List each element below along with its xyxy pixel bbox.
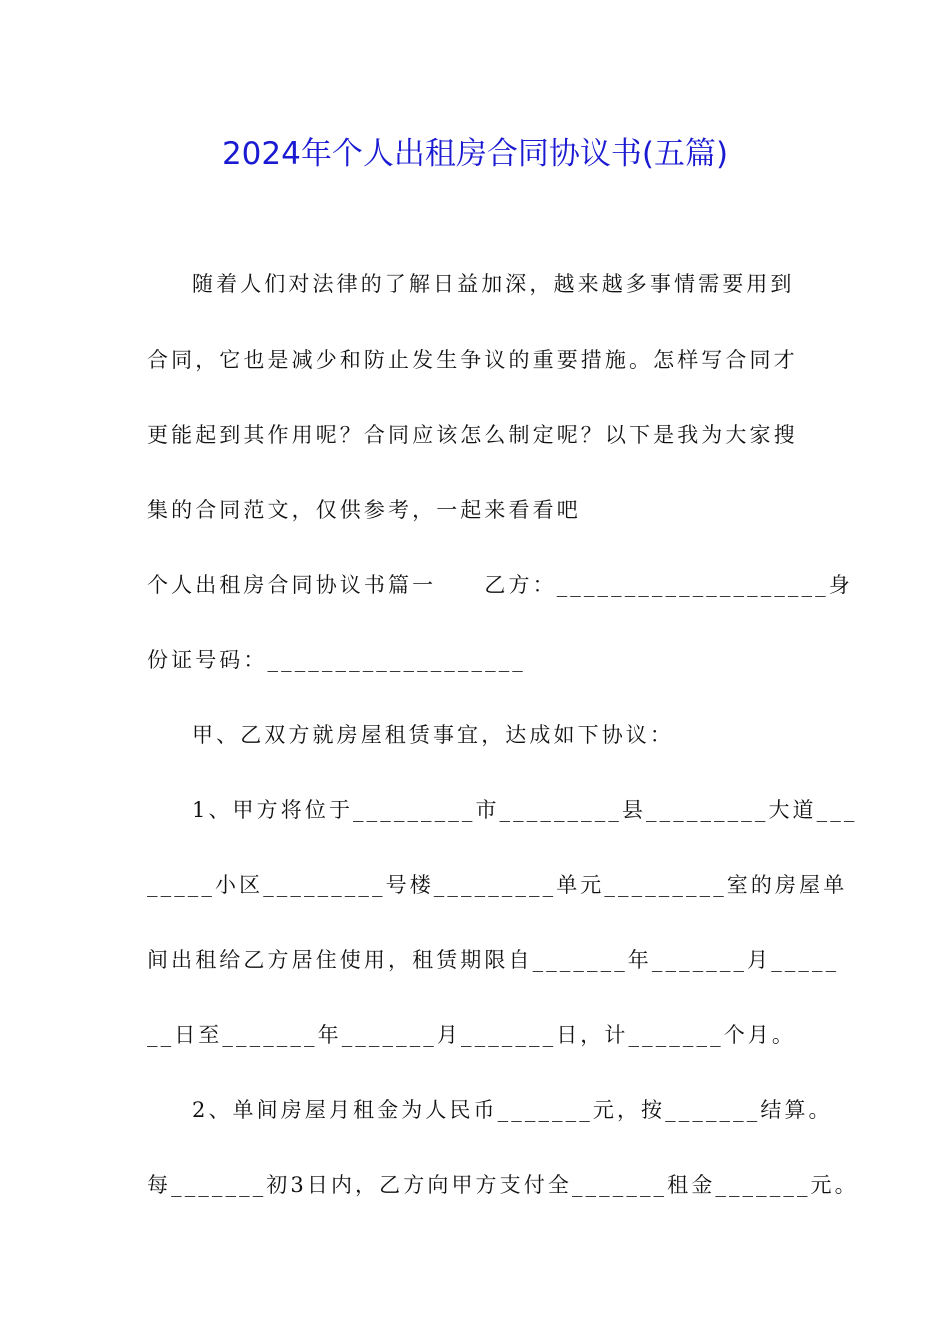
paragraph-line: 随着人们对法律的了解日益加深，越来越多事情需要用到: [192, 272, 795, 296]
document-title: 2024年个人出租房合同协议书(五篇): [221, 136, 729, 172]
paragraph-line: 份证号码：___________________: [147, 648, 526, 672]
paragraph-line: 甲、乙双方就房屋租赁事宜，达成如下协议：: [192, 723, 674, 747]
clause-line: __日至_______年_______月_______日，计_______个月。: [147, 1023, 796, 1047]
paragraph-line: 集的合同范文，仅供参考，一起来看看吧: [147, 498, 581, 522]
paragraph-line: 更能起到其作用呢？合同应该怎么制定呢？以下是我为大家搜: [147, 423, 798, 447]
clause-line: 每_______初3日内，乙方向甲方支付全_______租金_______元。: [147, 1173, 859, 1197]
paragraph-line: 合同，它也是减少和防止发生争议的重要措施。怎样写合同才: [147, 348, 798, 372]
clause-line: 1、甲方将位于_________市_________县_________大道___: [192, 798, 858, 822]
clause-line: 2、单间房屋月租金为人民币_______元，按_______结算。: [192, 1098, 833, 1122]
section-heading-line: 个人出租房合同协议书篇一 乙方：____________________身: [147, 573, 853, 597]
clause-line: _____小区_________号楼_________单元_________室的房屋单: [147, 873, 848, 897]
clause-line: 间出租给乙方居住使用，租赁期限自_______年_______月_____: [147, 948, 840, 972]
